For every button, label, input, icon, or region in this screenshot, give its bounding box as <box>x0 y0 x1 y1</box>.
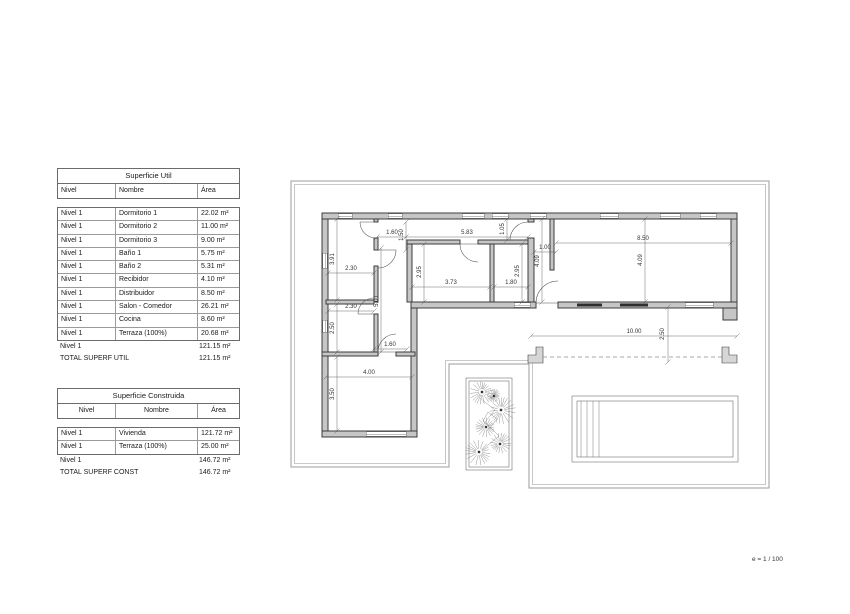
table-cell: Vivienda <box>115 428 197 440</box>
table-cell: Dormitorio 3 <box>115 235 197 247</box>
table-cell: 4.10 m² <box>197 274 239 286</box>
table-cell: Recibidor <box>115 274 197 286</box>
col-header: Nombre <box>115 404 197 418</box>
dimension-label: 3.50 <box>330 388 336 400</box>
pool-steps-icon <box>581 401 599 457</box>
total-value: 146.72 m² <box>199 468 231 476</box>
table-cell: 26.21 m² <box>197 301 239 313</box>
plot-boundary <box>291 181 769 488</box>
col-header: Área <box>197 404 239 418</box>
col-header: Nivel <box>78 407 95 414</box>
table-cell: Nivel 1 <box>61 303 83 311</box>
total-value: 121.15 m² <box>199 355 231 363</box>
dimension-label: 1.00 <box>539 245 551 251</box>
dimension-label: 1.05 <box>500 223 506 235</box>
subtotal-value: 146.72 m² <box>199 456 231 464</box>
table-title: Superficie Util <box>58 169 239 184</box>
dimension-label: 1.60 <box>384 342 396 348</box>
subtotal-label: Nivel 1 <box>60 342 82 350</box>
table-cell: 22.02 m² <box>197 208 239 220</box>
table-cell: Nivel 1 <box>61 276 83 284</box>
table-cell: Cocina <box>115 314 197 326</box>
table-cell: Baño 2 <box>115 261 197 273</box>
table-cell: Nivel 1 <box>61 289 83 297</box>
dimension-label: 5.01 <box>374 295 380 307</box>
dimension-labels <box>330 223 666 400</box>
table-cell: Terraza (100%) <box>115 328 197 340</box>
table-cell: Nivel 1 <box>61 430 83 437</box>
dimension-label: 2.95 <box>417 266 423 278</box>
dimension-label: 3.73 <box>445 280 457 286</box>
table-cell: Dormitorio 2 <box>115 221 197 233</box>
table-cell: Nivel 1 <box>61 236 83 244</box>
dimension-label: 8.50 <box>637 236 649 242</box>
dimension-label: 1.50 <box>399 229 405 241</box>
dimension-label: 3.91 <box>330 253 336 265</box>
table-cell: 20.68 m² <box>197 328 239 340</box>
table-cell: 8.60 m² <box>197 314 239 326</box>
dimension-label: 2.50 <box>330 322 336 334</box>
table-cell: Distribuidor <box>115 288 197 300</box>
dimension-label: 2.50 <box>660 328 666 340</box>
col-header: Área <box>197 184 239 198</box>
table-cell: 9.00 m² <box>197 235 239 247</box>
garden-bed <box>466 378 516 470</box>
table-title: Superficie Construida <box>58 389 239 404</box>
dimension-label: 5.83 <box>461 230 473 236</box>
table-cell: Nivel 1 <box>61 249 83 257</box>
table-cell: Nivel 1 <box>61 263 83 271</box>
table-cell: Nivel 1 <box>61 443 83 451</box>
col-header: Nivel <box>61 187 77 194</box>
col-header: Nombre <box>115 184 197 198</box>
dimension-label: 2.30 <box>345 304 357 310</box>
dimension-label: 4.00 <box>363 370 375 376</box>
total-label: TOTAL SUPERF UTIL <box>60 355 130 363</box>
plants <box>466 382 516 466</box>
dimension-label: 2.30 <box>345 266 357 272</box>
table-cell: Dormitorio 1 <box>115 208 197 220</box>
table-cell: 5.75 m² <box>197 248 239 260</box>
pergola-pillars <box>528 347 737 363</box>
table-cell: Salon - Comedor <box>115 301 197 313</box>
table-cell: Baño 1 <box>115 248 197 260</box>
table-cell: 8.50 m² <box>197 288 239 300</box>
table-cell: Terraza (100%) <box>115 441 197 453</box>
dimension-label: 4.09 <box>638 254 644 266</box>
dimension-label: 10.00 <box>626 329 642 335</box>
subtotal-value: 121.15 m² <box>199 342 231 350</box>
table-cell: 25.00 m² <box>197 441 239 453</box>
dimension-label: 1.80 <box>505 280 517 286</box>
table-cell: Nivel 1 <box>61 329 83 337</box>
table-cell: Nivel 1 <box>61 223 83 231</box>
table-cell: 11.00 m² <box>197 221 239 233</box>
dimension-label: 1.60 <box>386 230 398 236</box>
table-cell: 121.72 m² <box>197 428 239 440</box>
windows <box>323 214 716 437</box>
table-cell: Nivel 1 <box>61 210 83 217</box>
dimension-label: 4.09 <box>535 255 541 267</box>
table-cell: 5.31 m² <box>197 261 239 273</box>
scale-note: e = 1 / 100 <box>752 556 783 563</box>
total-label: TOTAL SUPERF CONST <box>60 468 139 476</box>
subtotal-label: Nivel 1 <box>60 456 82 464</box>
dimension-label: 2.95 <box>515 265 521 277</box>
table-cell: Nivel 1 <box>61 316 83 324</box>
swimming-pool <box>572 396 738 462</box>
